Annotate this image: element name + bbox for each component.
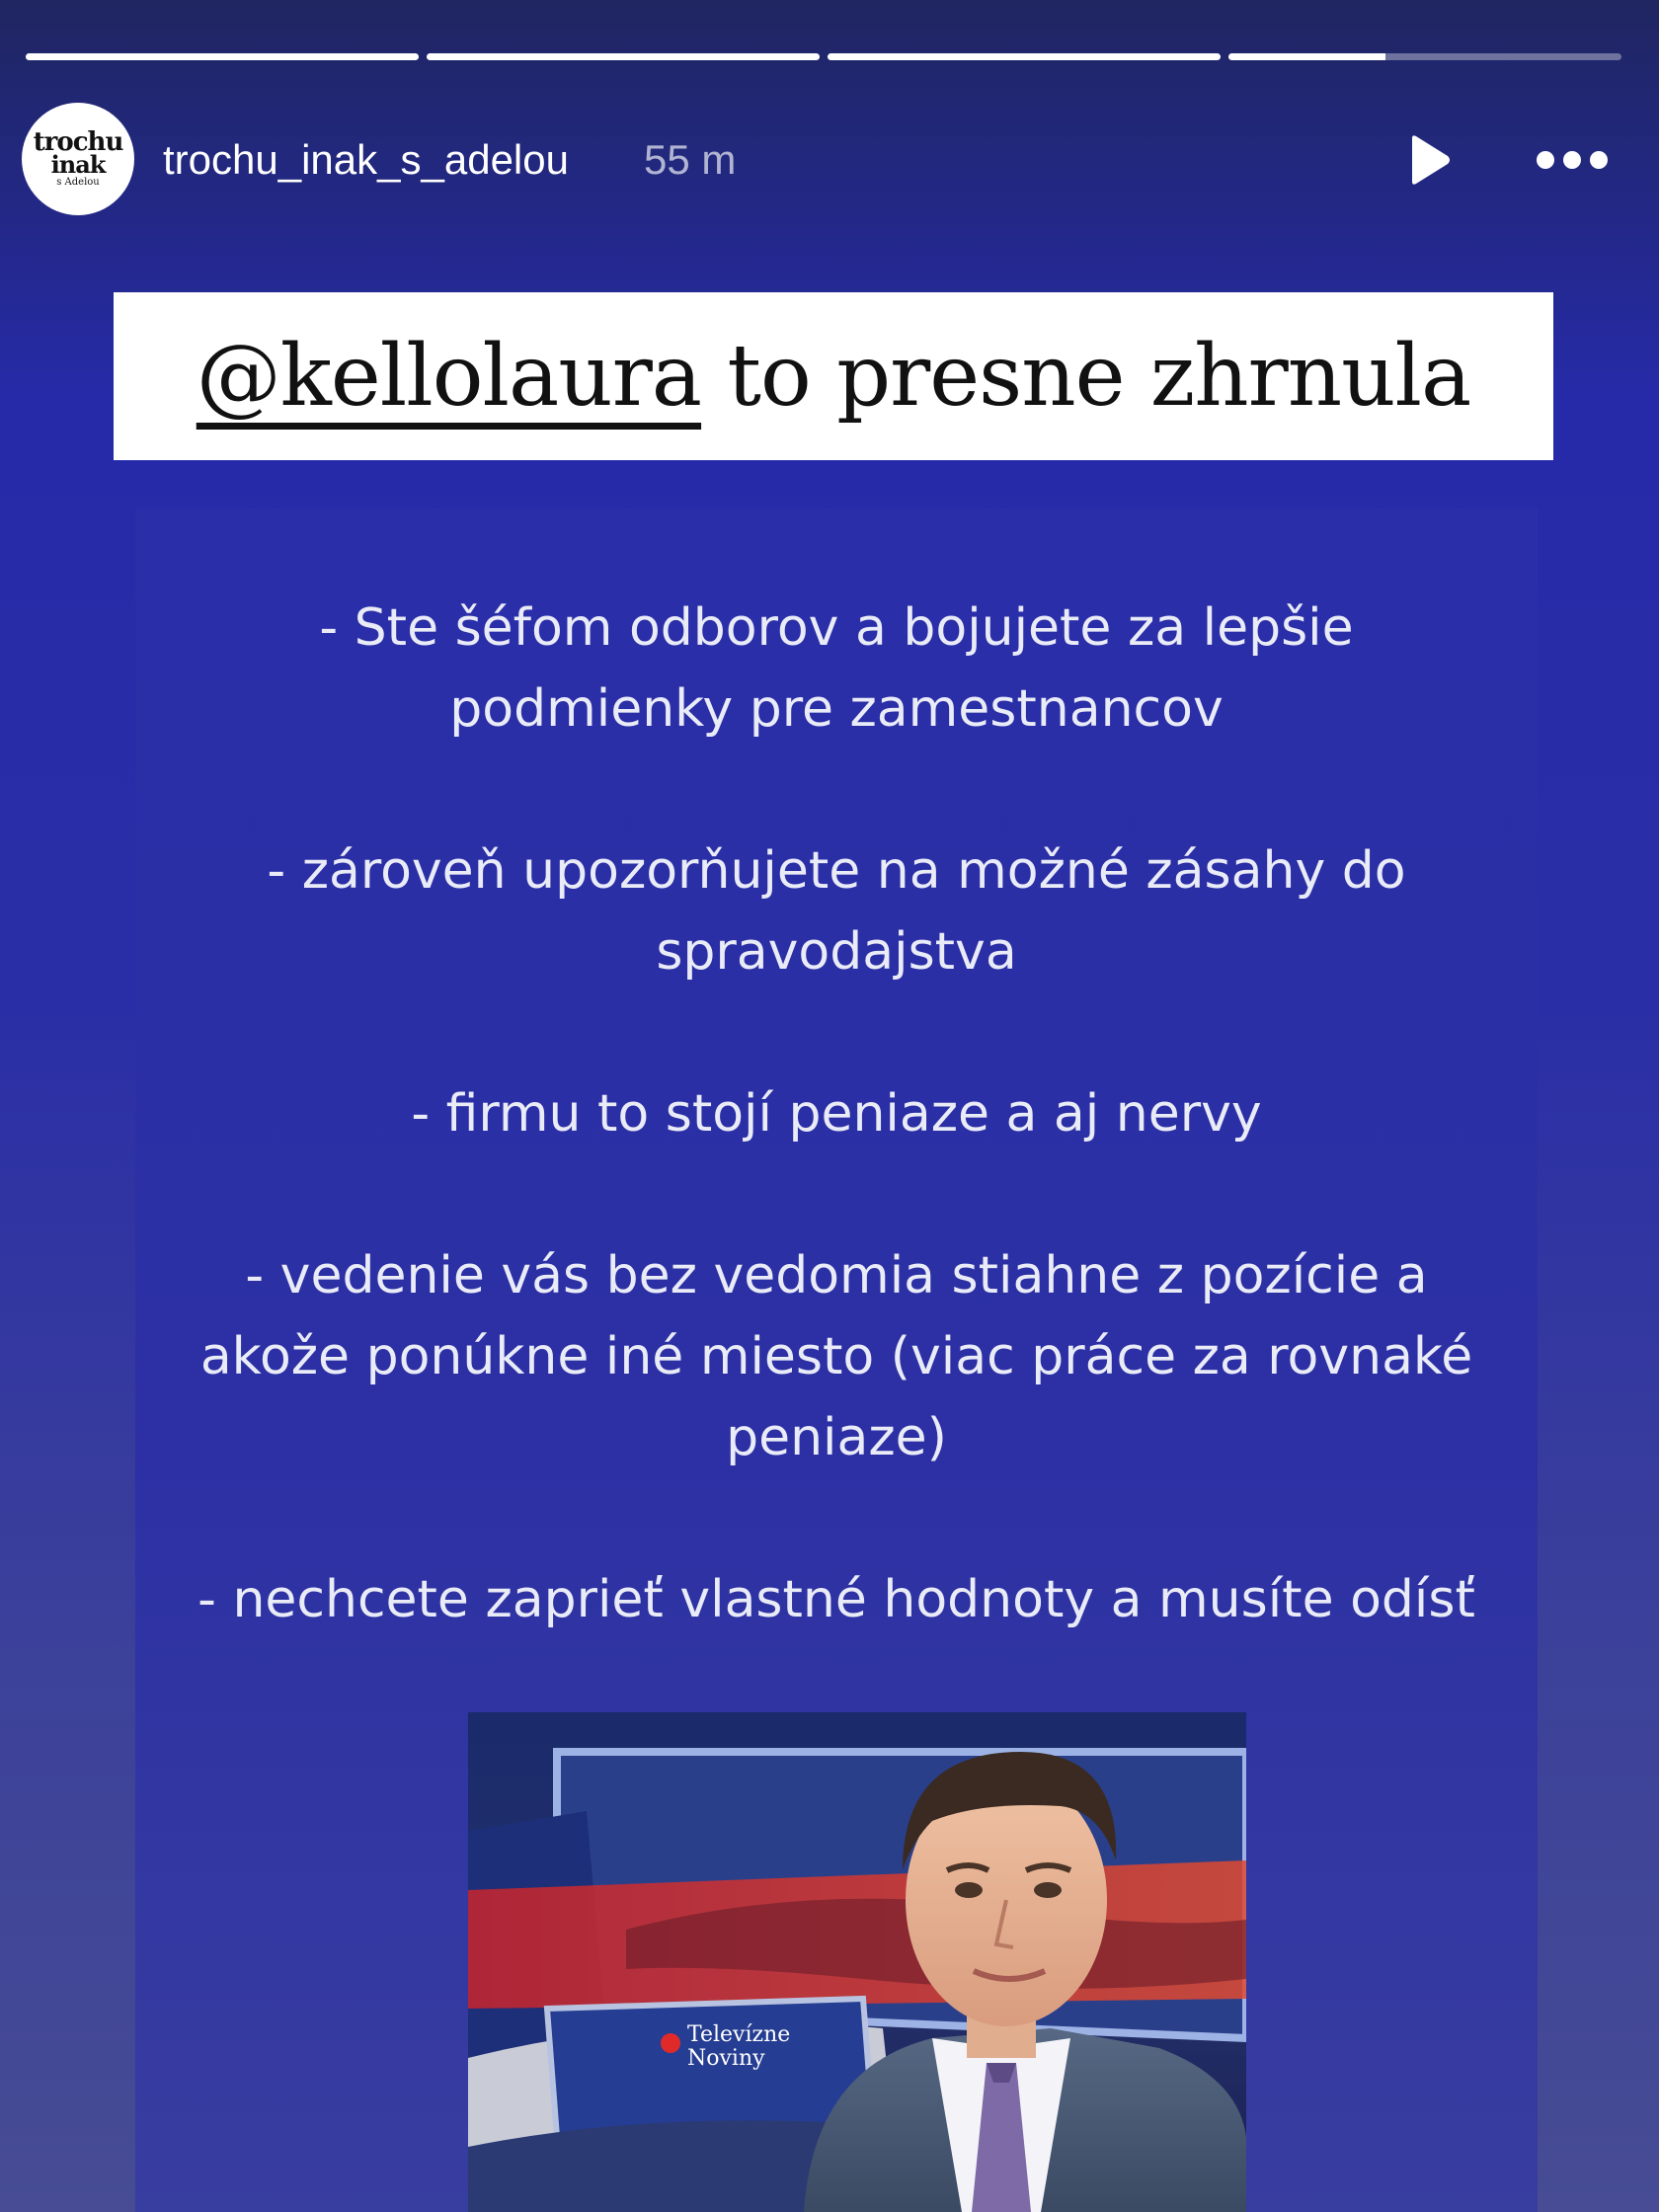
- more-horizontal-icon[interactable]: [1535, 148, 1610, 172]
- post-time: 55 m: [644, 136, 737, 183]
- story-progress-fill: [828, 53, 1221, 60]
- story-progress-fill: [26, 53, 419, 60]
- story-progress-fill: [1228, 53, 1385, 60]
- story-progress-segment: [1228, 53, 1621, 60]
- news-anchor-photo: [468, 1712, 1246, 2212]
- desk-logo-text: Noviny: [687, 2046, 765, 2071]
- username-link[interactable]: trochu_inak_s_adelou: [163, 136, 569, 183]
- headline-rest: to presne zhrnula: [701, 327, 1471, 426]
- story-progress-segment: [427, 53, 820, 60]
- list-item: - firmu to stojí peniaze a aj nervy: [411, 1084, 1262, 1144]
- play-icon[interactable]: [1402, 134, 1454, 186]
- avatar-logo-line: trochu: [33, 126, 123, 157]
- bullet-list: [175, 588, 1498, 1721]
- story-header: [22, 101, 1641, 217]
- news-studio-illustration: [468, 1712, 1246, 2212]
- list-item: - Ste šéfom odborov a bojujete za lepšie podmienky pre zamestnancov: [319, 598, 1354, 739]
- headline-text: [197, 327, 1471, 426]
- mention-link[interactable]: @kellolaura: [196, 327, 702, 426]
- headline-banner: [114, 292, 1553, 460]
- story-progress-bar: [26, 53, 1621, 60]
- anchor-eye: [955, 1882, 983, 1898]
- desk-logo-text: Televízne: [687, 2022, 791, 2047]
- story-progress-segment: [26, 53, 419, 60]
- story-progress-fill: [427, 53, 820, 60]
- avatar-logo-line: s Adelou: [56, 177, 100, 189]
- list-item: - zároveň upozorňujete na možné zásahy do spravodajstva: [267, 841, 1406, 982]
- list-item: - vedenie vás bez vedomia stiahne z pozície a akože ponúkne iné miesto (viac práce za rovnaké peniaze): [199, 1246, 1473, 1467]
- list-item: - nechcete zaprieť vlastné hodnoty a musíte odísť: [198, 1570, 1475, 1629]
- desk-logo-icon: [661, 2033, 680, 2053]
- avatar-logo-line: inak: [50, 149, 106, 179]
- avatar[interactable]: [22, 103, 134, 215]
- anchor-eye: [1034, 1882, 1062, 1898]
- story-progress-segment: [828, 53, 1221, 60]
